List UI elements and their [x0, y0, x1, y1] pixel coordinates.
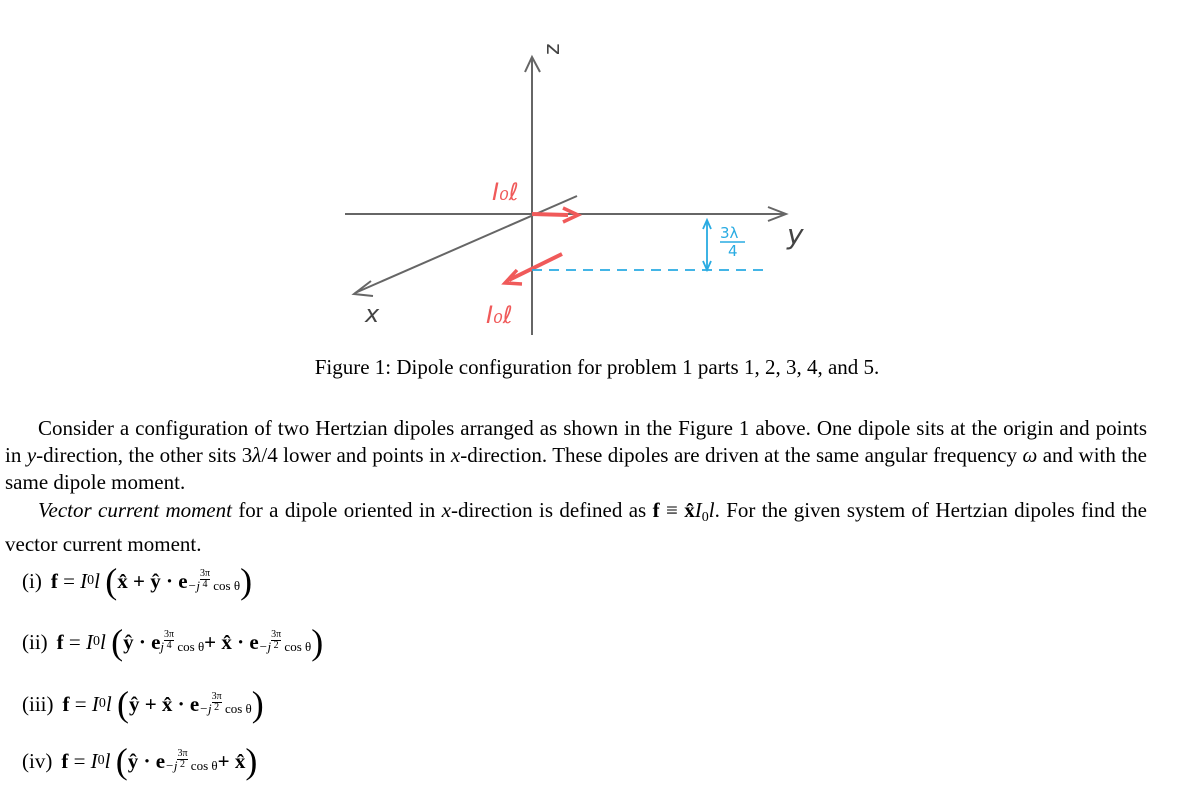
x-axis — [355, 196, 577, 293]
offset-label-numerator: 3λ — [720, 224, 739, 242]
dipole-x-direction — [509, 254, 562, 280]
figure-caption: Figure 1: Dipole configuration for problem 1 parts 1, 2, 3, 4, and 5. — [314, 355, 880, 379]
option-ii[interactable]: (ii) f = I 0 l ( ŷ · e j $\frac{3\pi}{4}$ cos θ + x̂ · e −j $\frac{3\pi}{2}$ cos θ ) — [22, 622, 324, 662]
y-axis-label: y — [787, 218, 804, 251]
dipole-label-bottom: I₀ℓ — [486, 301, 513, 329]
dipole-y-direction — [532, 214, 568, 215]
option-iii[interactable]: (iii) f = I 0 l ( ŷ + x̂ · e −j $\frac{3\pi}{2}$ cos θ ) — [22, 684, 264, 724]
dipole-figure — [0, 0, 1194, 350]
paragraph-definition: Vector current moment for a dipole oriented in x-direction is defined as $f \equiv x̂I_0l$. For the given system of Hertzian dipoles find the vector current moment. — [5, 498, 1147, 556]
dipole-label-top: I₀ℓ — [492, 178, 519, 206]
option-i[interactable]: (i) f = I 0 l ( x̂ + ŷ · e −j $\frac{3\pi}{4}$ cos θ ) — [22, 561, 253, 601]
x-axis-label: x — [365, 300, 380, 328]
paragraph-configuration: Consider a configuration of two Hertzian dipoles arranged as shown in the Figure 1 above. One dipole sits at the origin and points in y-direction, the other sits 3λ/4 lower and points in x-direction. These dipoles are driven at the same angular frequency ω and with the same dipole moment. — [5, 416, 1148, 494]
offset-label-denominator: 4 — [728, 242, 738, 260]
option-iv[interactable]: (iv) f = I 0 l ( ŷ · e −j $\frac{3\pi}{2}$ cos θ + x̂ ) — [22, 741, 258, 781]
z-axis-label: z — [540, 43, 565, 55]
